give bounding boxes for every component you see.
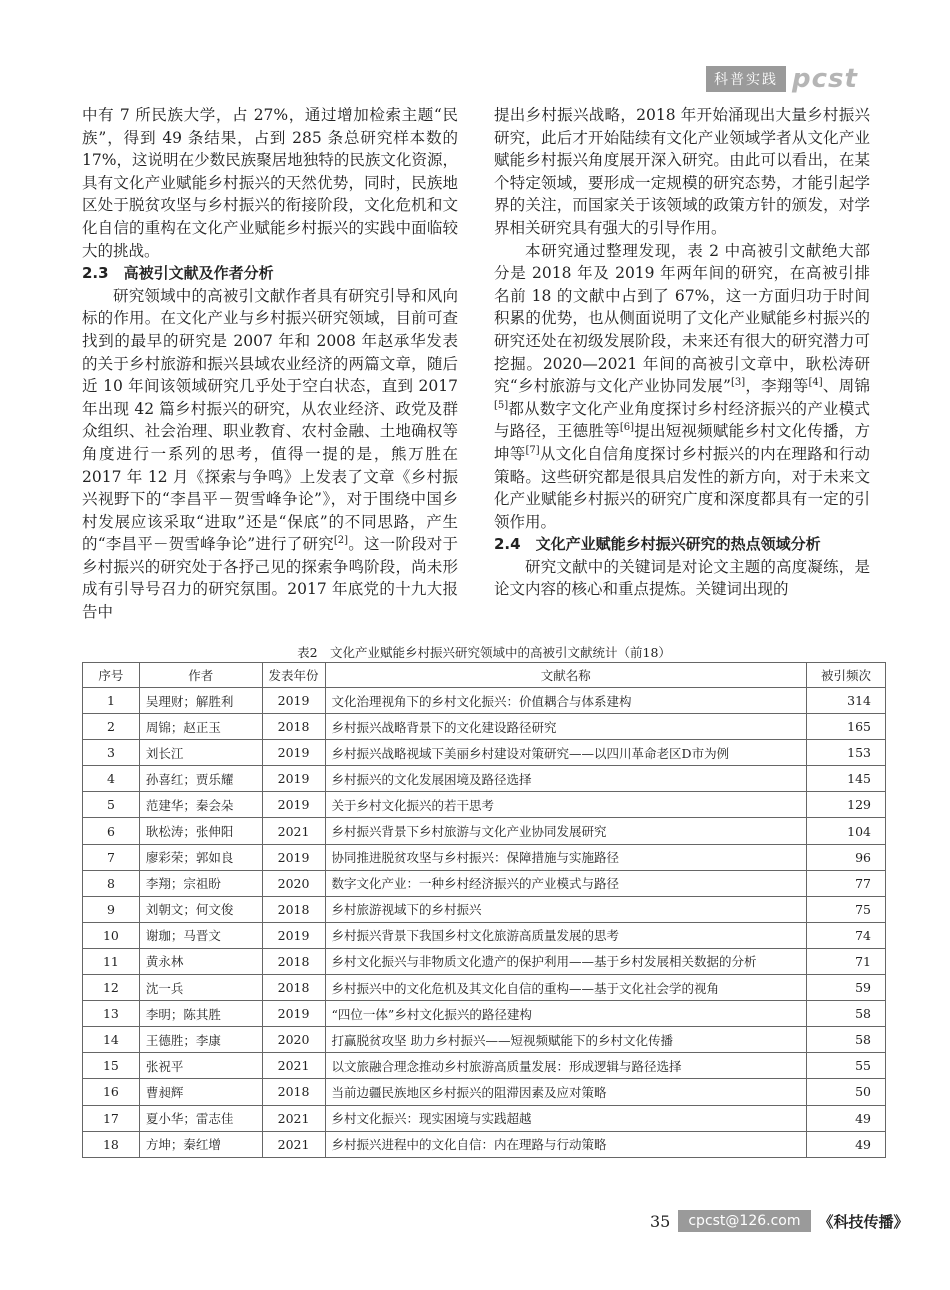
table-row: [83, 844, 886, 870]
table-cell: 当前边疆民族地区乡村振兴的阻滞因素及应对策略: [325, 1079, 806, 1105]
table-cell: 58: [806, 1001, 885, 1027]
table-cell: 2: [83, 714, 140, 740]
table-cell: 刘朝文；何文俊: [139, 896, 262, 922]
table-cell: 59: [806, 975, 885, 1001]
column-header: 序号: [83, 663, 140, 688]
table-cell: 2018: [262, 948, 325, 974]
table-cell: 张祝平: [139, 1053, 262, 1079]
table-cell: 2021: [262, 1131, 325, 1157]
table-cell: 2018: [262, 1079, 325, 1105]
journal-logo: pcst: [792, 64, 858, 94]
table-cell: “四位一体”乡村文化振兴的路径建构: [325, 1001, 806, 1027]
table-row: [83, 1079, 886, 1105]
column-header: 文献名称: [325, 663, 806, 688]
table-row: [83, 1053, 886, 1079]
citation-table: [82, 662, 886, 1158]
table-cell: 周锦；赵正玉: [139, 714, 262, 740]
table-cell: 104: [806, 818, 885, 844]
table-cell: 乡村振兴背景下乡村旅游与文化产业协同发展研究: [325, 818, 806, 844]
table-row: [83, 1001, 886, 1027]
table-row: [83, 870, 886, 896]
table-cell: 乡村文化振兴：现实困境与实践超越: [325, 1105, 806, 1131]
table-cell: 数字文化产业：一种乡村经济振兴的产业模式与路径: [325, 870, 806, 896]
table-cell: 2019: [262, 688, 325, 714]
table-cell: 以文旅融合理念推动乡村旅游高质量发展：形成逻辑与路径选择: [325, 1053, 806, 1079]
table-cell: 13: [83, 1001, 140, 1027]
page-footer: [650, 1208, 909, 1234]
table-header-row: [83, 663, 886, 688]
table-cell: 乡村振兴战略视域下美丽乡村建设对策研究——以四川革命老区D市为例: [325, 740, 806, 766]
table-cell: 6: [83, 818, 140, 844]
table-cell: 王德胜；李康: [139, 1027, 262, 1053]
table-cell: 3: [83, 740, 140, 766]
column-header: 发表年份: [262, 663, 325, 688]
table-cell: 协同推进脱贫攻坚与乡村振兴：保障措施与实施路径: [325, 844, 806, 870]
paragraph: 中有 7 所民族大学，占 27%，通过增加检索主题“民族”，得到 49 条结果，占到 285 条总研究样本数的 17%，这说明在少数民族聚居地独特的民族文化资源，具有文化产业赋能乡村振兴的天然优势，同时，民族地区处于脱贫攻坚与乡村振兴的衔接阶段，文化危机和文化自信的重构在文化产业赋能乡村振兴的实践中面临较大的挑战。: [82, 106, 458, 260]
table-cell: 乡村旅游视域下的乡村振兴: [325, 896, 806, 922]
table-cell: 2020: [262, 1027, 325, 1053]
table-cell: 71: [806, 948, 885, 974]
table-row: [83, 766, 886, 792]
journal-name: 《科技传播》: [818, 1212, 909, 1231]
table-cell: 2019: [262, 766, 325, 792]
section-heading-2-4: 2.4 文化产业赋能乡村振兴研究的热点领域分析: [494, 535, 821, 554]
table-cell: 夏小华；雷志佳: [139, 1105, 262, 1131]
table-cell: 乡村振兴的文化发展困境及路径选择: [325, 766, 806, 792]
section-tag: 科普实践: [706, 66, 786, 92]
table-cell: 2018: [262, 975, 325, 1001]
paragraph: 研究领域中的高被引文献作者具有研究引导和风向标的作用。在文化产业与乡村振兴研究领域，目前可查找到的最早的研究是 2007 年和 2008 年赵承华发表的关于乡村旅游和振兴县域农业经济的两篇文章，随后近 10 年间该领域研究几乎处于空白状态，直到 2017 年出现 42 篇乡村振兴的研究，从农业经济、政党及群众组织、社会治理、职业教育、农村金融、土地确权等角度进行一系列的思考，值得一提的是，熊万胜在 2017 年 12 月《探索与争鸣》上发表了文章《乡村振兴视野下的“李昌平－贺雪峰争论”》，对于围绕中国乡村发展应该采取“进取”还是“保底”的不同思路，产生的“李昌平－贺雪峰争论”进行了研究[2]。这一阶段对于乡村振兴的研究处于各抒己见的探索争鸣阶段，尚未形成有引导号召力的研究氛围。2017 年底党的十九大报告中: [82, 286, 458, 622]
paragraph: 本研究通过整理发现，表 2 中高被引文献绝大部分是 2018 年及 2019 年两年间的研究，在高被引排名前 18 的文献中占到了 67%，这一方面归功于时间积累的优势，也从侧面说明了文化产业赋能乡村振兴的研究还处在初级发展阶段，未来还有很大的研究潜力可挖掘。2020—2021 年间的高被引文章中，耿松涛研究“乡村旅游与文化产业协同发展”[3]，李翔等[4]、周锦[5]都从数字文化产业角度探讨乡村经济振兴的产业模式与路径，王德胜等[6]提出短视频赋能乡村文化传播，方坤等[7]从文化自信角度探讨乡村振兴的内在理路和行动策略。这些研究都是很具启发性的新方向，对于未来文化产业赋能乡村振兴的研究广度和深度都具有一定的引领作用。: [494, 241, 870, 531]
table-cell: 黄永林: [139, 948, 262, 974]
table-cell: 方坤；秦红增: [139, 1131, 262, 1157]
table-cell: 49: [806, 1131, 885, 1157]
table-cell: 11: [83, 948, 140, 974]
contact-email[interactable]: cpcst@126.com: [678, 1210, 810, 1232]
page-header: [706, 64, 886, 94]
page-number: 35: [650, 1211, 671, 1231]
citation[interactable]: [6]: [619, 422, 635, 434]
table-cell: 2021: [262, 818, 325, 844]
table-row: [83, 1105, 886, 1131]
table-cell: 2019: [262, 1001, 325, 1027]
table-cell: 乡村振兴进程中的文化自信：内在理路与行动策略: [325, 1131, 806, 1157]
table-cell: 2019: [262, 792, 325, 818]
table-cell: 49: [806, 1105, 885, 1131]
table-row: [83, 1131, 886, 1157]
table-cell: 2018: [262, 896, 325, 922]
paragraph: 研究文献中的关键词是对论文主题的高度凝练，是论文内容的核心和重点提炼。关键词出现的: [494, 557, 870, 599]
table-cell: 打赢脱贫攻坚 助力乡村振兴——短视频赋能下的乡村文化传播: [325, 1027, 806, 1053]
table-row: [83, 975, 886, 1001]
citation[interactable]: [4]: [808, 376, 823, 388]
table-cell: 15: [83, 1053, 140, 1079]
table-row: [83, 922, 886, 948]
table-cell: 96: [806, 844, 885, 870]
table-cell: 314: [806, 688, 885, 714]
right-column: [494, 104, 870, 601]
table-cell: 77: [806, 870, 885, 896]
table-cell: 165: [806, 714, 885, 740]
table-cell: 16: [83, 1079, 140, 1105]
citation[interactable]: [3]: [730, 376, 746, 388]
table-cell: 4: [83, 766, 140, 792]
citation[interactable]: [2]: [333, 535, 349, 547]
table-cell: 17: [83, 1105, 140, 1131]
table-cell: 55: [806, 1053, 885, 1079]
table-row: [83, 818, 886, 844]
table-cell: 耿松涛；张伸阳: [139, 818, 262, 844]
table-cell: 李明；陈其胜: [139, 1001, 262, 1027]
column-header: 作者: [139, 663, 262, 688]
table-cell: 孙喜红；贾乐耀: [139, 766, 262, 792]
table-cell: 153: [806, 740, 885, 766]
table-cell: 沈一兵: [139, 975, 262, 1001]
table-cell: 乡村振兴中的文化危机及其文化自信的重构——基于文化社会学的视角: [325, 975, 806, 1001]
table-cell: 2019: [262, 740, 325, 766]
table-cell: 2019: [262, 844, 325, 870]
table-cell: 文化治理视角下的乡村文化振兴：价值耦合与体系建构: [325, 688, 806, 714]
column-header: 被引频次: [806, 663, 885, 688]
table-cell: 10: [83, 922, 140, 948]
table-cell: 关于乡村文化振兴的若干思考: [325, 792, 806, 818]
table-cell: 14: [83, 1027, 140, 1053]
citation[interactable]: [7]: [525, 444, 540, 456]
table-cell: 曹昶辉: [139, 1079, 262, 1105]
table-row: [83, 740, 886, 766]
table-cell: 129: [806, 792, 885, 818]
section-heading-2-3: 2.3 高被引文献及作者分析: [82, 264, 274, 283]
table-cell: 谢珈；马晋文: [139, 922, 262, 948]
table-cell: 50: [806, 1079, 885, 1105]
table-cell: 1: [83, 688, 140, 714]
table-cell: 2020: [262, 870, 325, 896]
table-cell: 2018: [262, 714, 325, 740]
table-row: [83, 948, 886, 974]
table-row: [83, 714, 886, 740]
table-row: [83, 792, 886, 818]
table-cell: 12: [83, 975, 140, 1001]
table-cell: 李翔；宗祖盼: [139, 870, 262, 896]
table-cell: 2019: [262, 922, 325, 948]
table-cell: 9: [83, 896, 140, 922]
table-cell: 8: [83, 870, 140, 896]
table-cell: 58: [806, 1027, 885, 1053]
table-row: [83, 1027, 886, 1053]
paragraph: 提出乡村振兴战略，2018 年开始涌现出大量乡村振兴研究，此后才开始陆续有文化产业领域学者从文化产业赋能乡村振兴角度展开深入研究。由此可以看出，在某个特定领域，要形成一定规模的研究态势，才能引起学界的关注，而国家关于该领域的政策方针的颁发，对学界相关研究具有强大的引导作用。: [494, 106, 870, 237]
table-cell: 吴理财；解胜利: [139, 688, 262, 714]
table-row: [83, 896, 886, 922]
table-cell: 75: [806, 896, 885, 922]
table-cell: 2021: [262, 1105, 325, 1131]
table-caption: 表2 文化产业赋能乡村振兴研究领域中的高被引文献统计（前18）: [297, 645, 671, 660]
table-cell: 廖彩荣；郭如良: [139, 844, 262, 870]
table-cell: 范建华；秦会朵: [139, 792, 262, 818]
table-cell: 2021: [262, 1053, 325, 1079]
table-row: [83, 688, 886, 714]
table-cell: 乡村振兴战略背景下的文化建设路径研究: [325, 714, 806, 740]
table-cell: 5: [83, 792, 140, 818]
table-cell: 7: [83, 844, 140, 870]
table-cell: 刘长江: [139, 740, 262, 766]
table-cell: 乡村振兴背景下我国乡村文化旅游高质量发展的思考: [325, 922, 806, 948]
table-cell: 18: [83, 1131, 140, 1157]
table-cell: 145: [806, 766, 885, 792]
left-column: [82, 104, 458, 624]
table-cell: 乡村文化振兴与非物质文化遗产的保护利用——基于乡村发展相关数据的分析: [325, 948, 806, 974]
table-cell: 74: [806, 922, 885, 948]
citation[interactable]: [5]: [494, 399, 509, 411]
